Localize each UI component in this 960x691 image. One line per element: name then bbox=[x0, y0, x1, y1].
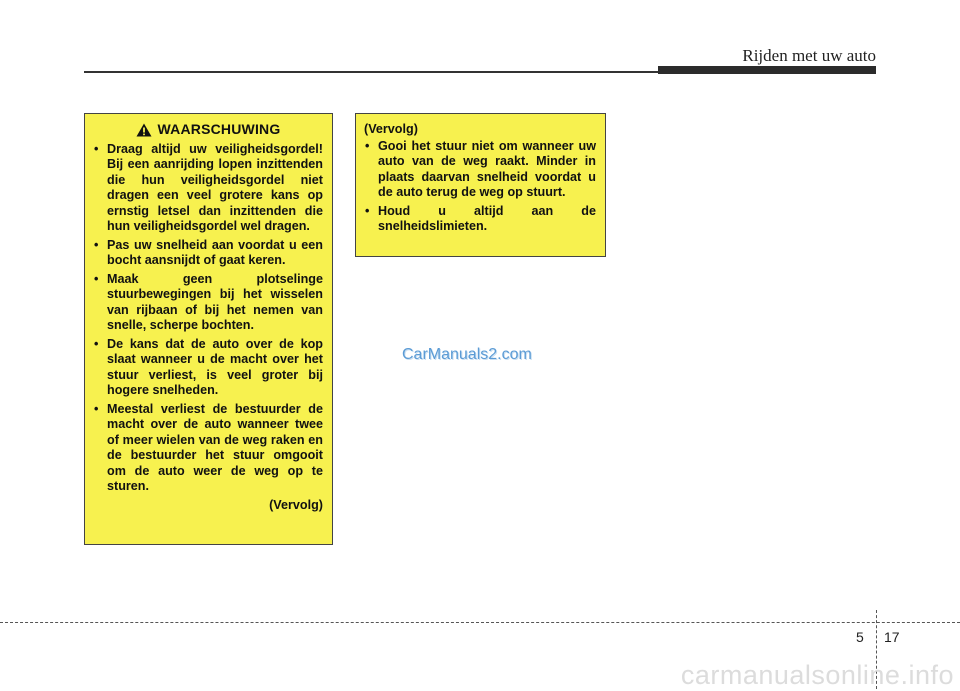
list-item: • Houd u altijd aan de snelheidslimieten. bbox=[364, 204, 596, 235]
watermark-link[interactable]: CarManuals2.com bbox=[402, 346, 532, 363]
list-item: • Draag altijd uw veiligheidsgordel! Bij een aanrijding lopen inzittenden die hun veiligheidsgordel niet dragen een veel grotere kans op ernstig letsel dan inzittenden die hun veiligheidsgordel wel dragen. bbox=[93, 142, 323, 235]
header-rule-thin bbox=[84, 71, 660, 73]
list-item: • Gooi het stuur niet om wanneer uw auto van de weg raakt. Minder in plaats daarvan snelheid voordat u de auto terug de weg op stuurt. bbox=[364, 139, 596, 201]
warning-list bbox=[93, 142, 323, 495]
chapter-number: 5 bbox=[856, 629, 864, 645]
continued-label: (Vervolg) bbox=[269, 497, 323, 512]
warning-triangle-icon bbox=[136, 123, 152, 137]
warning-title: WAARSCHUWING bbox=[157, 121, 281, 137]
page-number: 17 bbox=[884, 629, 900, 645]
list-item: • De kans dat de auto over de kop slaat wanneer u de macht over het stuur verliest, is veel groter bij hogere snelheden. bbox=[93, 337, 323, 399]
warning-list bbox=[364, 139, 596, 235]
watermark-footer: carmanualsonline.info bbox=[680, 660, 954, 690]
warning-box bbox=[84, 113, 333, 545]
list-item: • Maak geen plotselinge stuurbewegingen bij het wisselen van rijbaan of bij het nemen van snelle, scherpe bochten. bbox=[93, 272, 323, 334]
footer-dashed-rule bbox=[0, 622, 960, 623]
list-item: • Meestal verliest de bestuurder de macht over de auto wanneer twee of meer wielen van de weg raken en de bestuurder het stuur omgooit om de auto weer de weg op te sturen. bbox=[93, 402, 323, 495]
continued-label: (Vervolg) bbox=[364, 122, 418, 136]
list-item: • Pas uw snelheid aan voordat u een bocht aansnijdt of gaat keren. bbox=[93, 238, 323, 269]
header-rule-thick bbox=[658, 66, 876, 74]
page-header-title: Rijden met uw auto bbox=[742, 46, 876, 65]
warning-heading bbox=[93, 122, 323, 138]
warning-box-continued bbox=[355, 113, 606, 257]
